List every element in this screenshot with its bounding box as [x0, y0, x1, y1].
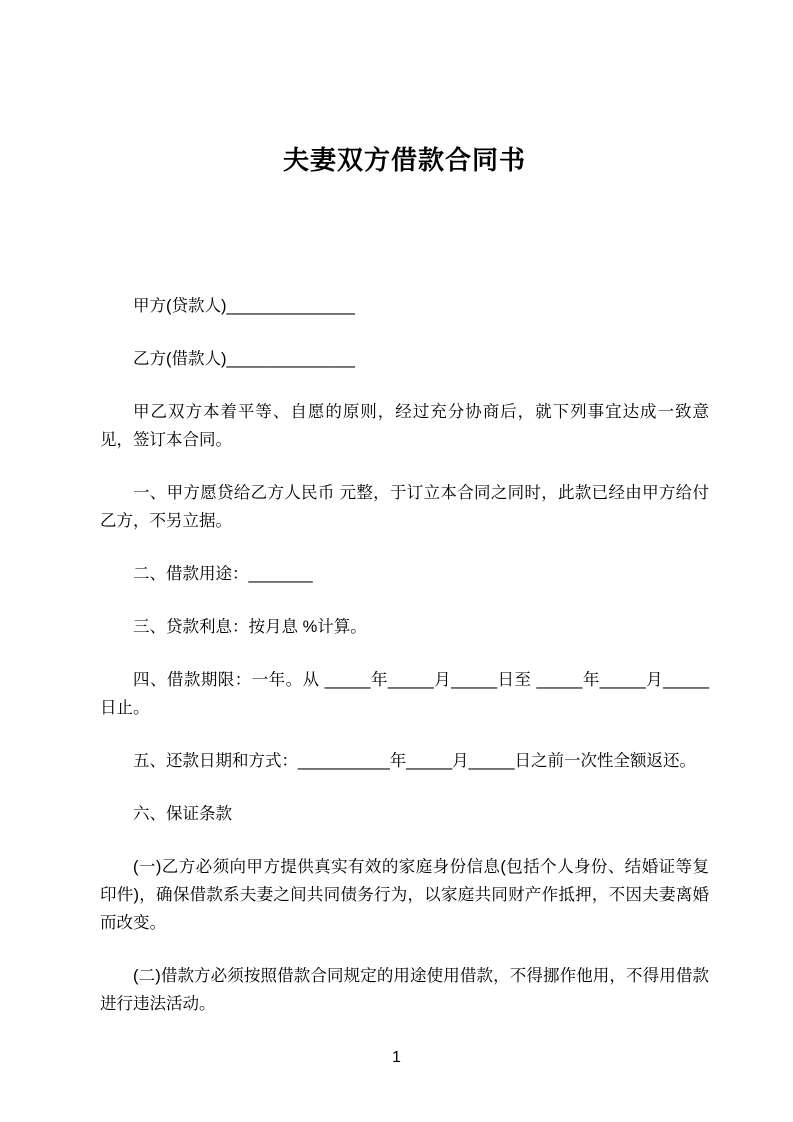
clause-6-1-paragraph: (一)乙方必须向甲方提供真实有效的家庭身份信息(包括个人身份、结婚证等复印件)，确保借款系夫妻之间共同债务行为，以家庭共同财产作抵押，不因夫妻离婚而改变。 [100, 858, 709, 932]
clause-6-heading: 六、保证条款 [133, 805, 232, 823]
preamble-paragraph: 甲乙双方本着平等、自愿的原则，经过充分协商后，就下列事宜达成一致意见，签订本合同。 [100, 403, 709, 449]
party-a-line: 甲方(贷款人)______________ [133, 297, 355, 315]
party-b-line: 乙方(借款人)______________ [133, 350, 355, 368]
contract-body [100, 143, 709, 1043]
clause-6-2-paragraph: (二)借款方必须按照借款合同规定的用途使用借款，不得挪作他用，不得用借款进行违法活动。 [100, 967, 709, 1013]
document-title: 夫妻双方借款合同书 [282, 145, 526, 175]
clause-2-paragraph: 二、借款用途：_______ [133, 565, 313, 583]
clause-3-paragraph: 三、贷款利息：按月息 %计算。 [133, 618, 367, 636]
clause-5-paragraph: 五、还款日期和方式：__________年_____月_____日之前一次性全额返还。 [133, 752, 697, 770]
clause-1-paragraph: 一、甲方愿贷给乙方人民币 元整，于订立本合同之同时，此款已经由甲方给付乙方，不另立据。 [100, 484, 709, 530]
page-number: 1 [392, 1049, 401, 1066]
page-footer [0, 1048, 793, 1068]
clause-4-paragraph: 四、借款期限：一年。从 _____年_____月_____日至 _____年_____月_____日止。 [100, 671, 709, 717]
